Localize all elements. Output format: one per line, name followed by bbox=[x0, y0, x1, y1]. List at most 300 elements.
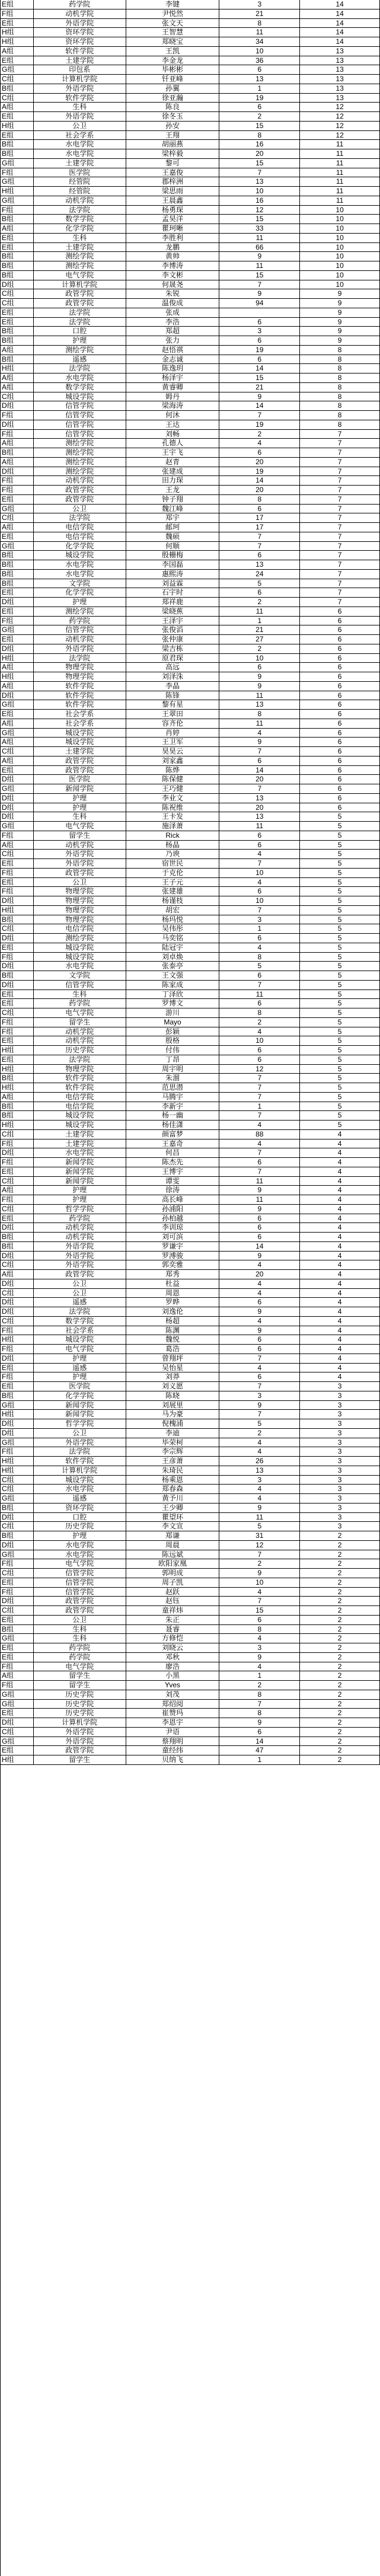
name-cell: 邮珂 bbox=[126, 523, 220, 532]
group-cell: D组 bbox=[1, 1541, 34, 1550]
count-cell: 14 bbox=[219, 766, 300, 775]
count-cell: 6 bbox=[219, 318, 300, 327]
college-cell: 数学学院 bbox=[34, 383, 126, 392]
name-cell: 葛浩 bbox=[126, 1345, 220, 1354]
value-cell: 10 bbox=[300, 261, 380, 270]
table-row bbox=[1, 289, 380, 299]
count-cell: 4 bbox=[219, 1494, 300, 1503]
college-cell: 法学院 bbox=[34, 318, 126, 327]
value-cell: 2 bbox=[300, 1746, 380, 1755]
college-cell: 护理 bbox=[34, 1195, 126, 1204]
college-cell: 护理 bbox=[34, 1354, 126, 1363]
table-row bbox=[1, 224, 380, 234]
value-cell: 9 bbox=[300, 336, 380, 345]
name-cell: 胡宏 bbox=[126, 906, 220, 915]
group-cell: F组 bbox=[1, 9, 34, 18]
group-cell: G组 bbox=[1, 1494, 34, 1503]
name-cell: 瞿望环 bbox=[126, 1513, 220, 1522]
name-cell: 陈杰先 bbox=[126, 1158, 220, 1167]
group-cell: G组 bbox=[1, 196, 34, 205]
table-row bbox=[1, 1083, 380, 1093]
name-cell: 何沐 bbox=[126, 411, 220, 420]
count-cell: 1 bbox=[219, 1755, 300, 1764]
count-cell: 6 bbox=[219, 448, 300, 457]
table-row bbox=[1, 747, 380, 756]
table-row bbox=[1, 812, 380, 822]
count-cell: 7 bbox=[219, 1083, 300, 1092]
count-cell: 7 bbox=[219, 1167, 300, 1176]
count-cell: 4 bbox=[219, 1279, 300, 1288]
group-cell: F组 bbox=[1, 953, 34, 962]
count-cell: 13 bbox=[219, 75, 300, 84]
group-cell: A组 bbox=[1, 439, 34, 448]
count-cell: 7 bbox=[219, 859, 300, 868]
value-cell: 3 bbox=[300, 1438, 380, 1447]
table-row bbox=[1, 261, 380, 271]
count-cell: 15 bbox=[219, 1606, 300, 1615]
college-cell: 物理学院 bbox=[34, 672, 126, 681]
count-cell: 4 bbox=[219, 1139, 300, 1148]
value-cell: 7 bbox=[300, 560, 380, 569]
college-cell: 电信学院 bbox=[34, 523, 126, 532]
name-cell: 李文宣 bbox=[126, 1522, 220, 1531]
group-cell: D组 bbox=[1, 1513, 34, 1522]
group-cell: F组 bbox=[1, 486, 34, 494]
college-cell: 医学院 bbox=[34, 775, 126, 784]
college-cell: 政管学院 bbox=[34, 869, 126, 877]
college-cell: 动机学院 bbox=[34, 1233, 126, 1241]
count-cell: 9 bbox=[219, 1718, 300, 1727]
table-row bbox=[1, 112, 380, 122]
value-cell: 10 bbox=[300, 252, 380, 261]
count-cell: 6 bbox=[219, 336, 300, 345]
table-row bbox=[1, 691, 380, 701]
count-cell: 6 bbox=[219, 355, 300, 364]
group-cell: E组 bbox=[1, 532, 34, 541]
count-cell: 10 bbox=[219, 1578, 300, 1587]
value-cell: 9 bbox=[300, 289, 380, 298]
name-cell: 王博宇 bbox=[126, 1167, 220, 1176]
value-cell: 7 bbox=[300, 486, 380, 494]
group-cell: E组 bbox=[1, 1746, 34, 1755]
group-cell: C组 bbox=[1, 1205, 34, 1214]
group-cell: E组 bbox=[1, 56, 34, 65]
table-row bbox=[1, 700, 380, 710]
count-cell: 88 bbox=[219, 1130, 300, 1139]
group-cell: F组 bbox=[1, 1158, 34, 1167]
value-cell: 4 bbox=[300, 1167, 380, 1176]
group-cell: B组 bbox=[1, 1233, 34, 1241]
name-cell: 孙柏越 bbox=[126, 1214, 220, 1223]
group-cell: A组 bbox=[1, 103, 34, 111]
name-cell: 姆丹 bbox=[126, 392, 220, 401]
name-cell: 施泽萧 bbox=[126, 822, 220, 831]
name-cell: 王宇飞 bbox=[126, 448, 220, 457]
group-cell: F组 bbox=[1, 430, 34, 439]
table-row bbox=[1, 346, 380, 355]
table-row bbox=[1, 1597, 380, 1606]
table-row bbox=[1, 1148, 380, 1158]
name-cell: 刘义愿 bbox=[126, 1382, 220, 1391]
name-cell: 周子凯 bbox=[126, 1578, 220, 1587]
value-cell: 8 bbox=[300, 355, 380, 364]
group-cell: A组 bbox=[1, 682, 34, 691]
name-cell: 肖婷 bbox=[126, 729, 220, 738]
college-cell: 计算机学院 bbox=[34, 1466, 126, 1475]
count-cell: 11 bbox=[219, 607, 300, 616]
count-cell: 7 bbox=[219, 411, 300, 420]
table-row bbox=[1, 598, 380, 607]
name-cell: 钎亚峰 bbox=[126, 75, 220, 84]
value-cell: 7 bbox=[300, 495, 380, 504]
count-cell: 6 bbox=[219, 1616, 300, 1624]
count-cell: 11 bbox=[219, 691, 300, 700]
table-row bbox=[1, 1046, 380, 1055]
college-cell: 信管学院 bbox=[34, 411, 126, 420]
value-cell: 7 bbox=[300, 439, 380, 448]
group-cell: B组 bbox=[1, 1504, 34, 1512]
group-cell: B组 bbox=[1, 570, 34, 579]
college-cell: 电信学院 bbox=[34, 1102, 126, 1111]
value-cell: 11 bbox=[300, 196, 380, 205]
group-cell: G组 bbox=[1, 1438, 34, 1447]
value-cell: 13 bbox=[300, 65, 380, 74]
count-cell: 4 bbox=[219, 1588, 300, 1597]
group-cell: C组 bbox=[1, 1485, 34, 1493]
count-cell: 4 bbox=[219, 1260, 300, 1269]
group-cell: C组 bbox=[1, 299, 34, 308]
count-cell: 13 bbox=[219, 812, 300, 821]
table-row bbox=[1, 1018, 380, 1027]
name-cell: 刘逸伦 bbox=[126, 1307, 220, 1316]
count-cell: 6 bbox=[219, 1055, 300, 1064]
name-cell: 黄予川 bbox=[126, 1494, 220, 1503]
college-cell: 信管学院 bbox=[34, 1569, 126, 1578]
value-cell: 5 bbox=[300, 869, 380, 877]
college-cell: 信管学院 bbox=[34, 981, 126, 989]
name-cell: 王彦萧 bbox=[126, 1457, 220, 1466]
count-cell: 27 bbox=[219, 635, 300, 644]
name-cell: 瞿珂晰 bbox=[126, 224, 220, 233]
count-cell: 11 bbox=[219, 261, 300, 270]
count-cell: 3 bbox=[219, 1476, 300, 1485]
name-cell: 钟子翔 bbox=[126, 495, 220, 504]
table-row bbox=[1, 822, 380, 831]
name-cell: 李宗辉 bbox=[126, 1447, 220, 1456]
college-cell: 生科 bbox=[34, 1634, 126, 1643]
count-cell: 4 bbox=[219, 439, 300, 448]
count-cell: 6 bbox=[219, 934, 300, 943]
college-cell: 公卫 bbox=[34, 122, 126, 130]
table-row bbox=[1, 729, 380, 738]
group-cell: B组 bbox=[1, 1074, 34, 1083]
table-row bbox=[1, 887, 380, 896]
group-cell: E组 bbox=[1, 588, 34, 597]
name-cell: 童祥炜 bbox=[126, 1606, 220, 1615]
count-cell: 5 bbox=[219, 1419, 300, 1428]
college-cell: 电气学院 bbox=[34, 1008, 126, 1017]
count-cell: 2 bbox=[219, 644, 300, 653]
table-row bbox=[1, 420, 380, 430]
name-cell: 昊昊云 bbox=[126, 747, 220, 756]
table-row bbox=[1, 617, 380, 626]
name-cell: 张文天 bbox=[126, 19, 220, 28]
group-cell: D组 bbox=[1, 1354, 34, 1363]
group-cell: G组 bbox=[1, 822, 34, 831]
name-cell: 黎有星 bbox=[126, 700, 220, 709]
count-cell: 9 bbox=[219, 1653, 300, 1662]
college-cell: 政管学院 bbox=[34, 495, 126, 504]
count-cell bbox=[219, 308, 300, 317]
group-cell: A组 bbox=[1, 346, 34, 355]
table-row bbox=[1, 439, 380, 448]
college-cell: 遥感 bbox=[34, 355, 126, 364]
college-cell: 历史学院 bbox=[34, 1709, 126, 1718]
college-cell: 政管学院 bbox=[34, 756, 126, 765]
college-cell: 生科 bbox=[34, 812, 126, 821]
name-cell: 杨泽宇 bbox=[126, 374, 220, 382]
value-cell: 9 bbox=[300, 299, 380, 308]
group-cell: F组 bbox=[1, 617, 34, 625]
name-cell: 王巧健 bbox=[126, 784, 220, 793]
count-cell: 17 bbox=[219, 523, 300, 532]
group-cell: F组 bbox=[1, 869, 34, 877]
name-cell: 廖浩 bbox=[126, 1662, 220, 1671]
college-cell: 政管学院 bbox=[34, 289, 126, 298]
college-cell: 资环学院 bbox=[34, 28, 126, 37]
value-cell: 2 bbox=[300, 1662, 380, 1671]
college-cell: 政管学院 bbox=[34, 766, 126, 775]
value-cell: 7 bbox=[300, 570, 380, 579]
table-row bbox=[1, 65, 380, 75]
name-cell: 徐涛 bbox=[126, 1186, 220, 1195]
table-row bbox=[1, 1690, 380, 1700]
table-row bbox=[1, 336, 380, 346]
group-cell: C组 bbox=[1, 1728, 34, 1737]
name-cell: 杨谨枝 bbox=[126, 896, 220, 905]
value-cell: 4 bbox=[300, 1270, 380, 1279]
college-cell: 留学生 bbox=[34, 1681, 126, 1690]
college-cell: 药学院 bbox=[34, 1653, 126, 1662]
group-cell: C组 bbox=[1, 1317, 34, 1326]
count-cell: 2 bbox=[219, 598, 300, 607]
group-cell: E组 bbox=[1, 0, 34, 9]
group-cell: B组 bbox=[1, 215, 34, 224]
group-cell: H组 bbox=[1, 1457, 34, 1466]
group-cell: F组 bbox=[1, 1662, 34, 1671]
name-cell: 李博涛 bbox=[126, 261, 220, 270]
table-row bbox=[1, 122, 380, 131]
table-row bbox=[1, 1354, 380, 1364]
table-row bbox=[1, 1111, 380, 1121]
value-cell: 4 bbox=[300, 1354, 380, 1363]
name-cell: 徐冬玉 bbox=[126, 112, 220, 121]
table-row bbox=[1, 28, 380, 37]
value-cell: 3 bbox=[300, 1457, 380, 1466]
count-cell: 24 bbox=[219, 570, 300, 579]
name-cell: 宿世民 bbox=[126, 859, 220, 868]
college-cell: 外语学院 bbox=[34, 644, 126, 653]
college-cell: 水电学院 bbox=[34, 149, 126, 158]
table-row bbox=[1, 467, 380, 477]
group-cell: H组 bbox=[1, 1410, 34, 1419]
college-cell: 动机学院 bbox=[34, 9, 126, 18]
count-cell: 7 bbox=[219, 280, 300, 289]
name-cell: 贝纳飞 bbox=[126, 1755, 220, 1764]
value-cell: 6 bbox=[300, 635, 380, 644]
college-cell: 水电学院 bbox=[34, 570, 126, 579]
table-row bbox=[1, 9, 380, 19]
group-cell: E组 bbox=[1, 635, 34, 644]
name-cell: 梁海涛 bbox=[126, 401, 220, 410]
college-cell: 电气学院 bbox=[34, 1662, 126, 1671]
value-cell: 6 bbox=[300, 700, 380, 709]
group-cell: C组 bbox=[1, 747, 34, 756]
value-cell: 7 bbox=[300, 513, 380, 522]
college-cell: 公卫 bbox=[34, 878, 126, 887]
table-row bbox=[1, 37, 380, 47]
group-cell: G组 bbox=[1, 65, 34, 74]
value-cell: 12 bbox=[300, 122, 380, 130]
group-cell: F组 bbox=[1, 1559, 34, 1568]
count-cell: 11 bbox=[219, 234, 300, 242]
value-cell: 4 bbox=[300, 1205, 380, 1214]
value-cell: 8 bbox=[300, 392, 380, 401]
table-row bbox=[1, 1233, 380, 1242]
group-cell: E组 bbox=[1, 859, 34, 868]
count-cell: 3 bbox=[219, 1391, 300, 1400]
value-cell: 5 bbox=[300, 1074, 380, 1083]
value-cell: 14 bbox=[300, 0, 380, 9]
college-cell: 城设学院 bbox=[34, 392, 126, 401]
name-cell: 彭颖 bbox=[126, 1027, 220, 1036]
group-cell: B组 bbox=[1, 1625, 34, 1634]
table-row bbox=[1, 513, 380, 523]
value-cell: 9 bbox=[300, 327, 380, 336]
group-cell: B组 bbox=[1, 551, 34, 560]
count-cell: 1 bbox=[219, 617, 300, 625]
value-cell: 3 bbox=[300, 1401, 380, 1410]
group-cell: B组 bbox=[1, 971, 34, 980]
group-cell: C组 bbox=[1, 1569, 34, 1578]
value-cell: 14 bbox=[300, 37, 380, 46]
group-cell: A组 bbox=[1, 47, 34, 56]
group-cell: F组 bbox=[1, 476, 34, 485]
count-cell: 16 bbox=[219, 140, 300, 149]
name-cell: 孟昊洋 bbox=[126, 215, 220, 224]
table-row bbox=[1, 1522, 380, 1531]
value-cell: 13 bbox=[300, 56, 380, 65]
group-cell: A组 bbox=[1, 663, 34, 672]
value-cell: 5 bbox=[300, 1055, 380, 1064]
group-cell: H组 bbox=[1, 1065, 34, 1074]
value-cell: 6 bbox=[300, 756, 380, 765]
table-row bbox=[1, 1588, 380, 1597]
name-cell: 田力琛 bbox=[126, 476, 220, 485]
college-cell: 文学院 bbox=[34, 971, 126, 980]
group-cell: G组 bbox=[1, 1700, 34, 1709]
college-cell: 水电学院 bbox=[34, 1550, 126, 1559]
value-cell: 5 bbox=[300, 1018, 380, 1027]
group-cell: A组 bbox=[1, 1671, 34, 1680]
value-cell: 5 bbox=[300, 850, 380, 858]
table-row bbox=[1, 1419, 380, 1429]
college-cell: 护理 bbox=[34, 1372, 126, 1381]
value-cell: 12 bbox=[300, 103, 380, 111]
college-cell: 留学生 bbox=[34, 1755, 126, 1764]
college-cell: 水电学院 bbox=[34, 560, 126, 569]
name-cell: 王智慧 bbox=[126, 28, 220, 37]
count-cell: 7 bbox=[219, 168, 300, 177]
group-cell: E组 bbox=[1, 1382, 34, 1391]
table-row bbox=[1, 1223, 380, 1233]
count-cell: 8 bbox=[219, 19, 300, 28]
table-row bbox=[1, 850, 380, 859]
group-cell: H组 bbox=[1, 1335, 34, 1344]
table-row bbox=[1, 1167, 380, 1177]
name-cell: 杨佳潇 bbox=[126, 1121, 220, 1129]
name-cell: 王泽宇 bbox=[126, 617, 220, 625]
college-cell: 护理 bbox=[34, 794, 126, 803]
value-cell: 13 bbox=[300, 84, 380, 93]
count-cell: 2 bbox=[219, 430, 300, 439]
table-row bbox=[1, 1121, 380, 1130]
table-row bbox=[1, 644, 380, 654]
table-row bbox=[1, 953, 380, 962]
table-row bbox=[1, 943, 380, 953]
college-cell: 法学院 bbox=[34, 654, 126, 663]
name-cell: 谭雯 bbox=[126, 1177, 220, 1186]
table-row bbox=[1, 1728, 380, 1737]
count-cell: 6 bbox=[219, 663, 300, 672]
value-cell: 2 bbox=[300, 1606, 380, 1615]
table-row bbox=[1, 280, 380, 290]
count-cell: 4 bbox=[219, 1317, 300, 1326]
college-cell: 外语学院 bbox=[34, 1260, 126, 1269]
value-cell: 5 bbox=[300, 1111, 380, 1120]
table-row bbox=[1, 1643, 380, 1653]
name-cell: 高长峰 bbox=[126, 1195, 220, 1204]
value-cell: 6 bbox=[300, 719, 380, 728]
table-row bbox=[1, 756, 380, 766]
value-cell: 5 bbox=[300, 1083, 380, 1092]
value-cell: 5 bbox=[300, 859, 380, 868]
table-row bbox=[1, 1102, 380, 1112]
college-cell: 新闻学院 bbox=[34, 784, 126, 793]
name-cell: 高远 bbox=[126, 663, 220, 672]
table-row bbox=[1, 1177, 380, 1186]
count-cell: 7 bbox=[219, 542, 300, 551]
college-cell: 物理学院 bbox=[34, 915, 126, 924]
value-cell: 6 bbox=[300, 794, 380, 803]
value-cell: 5 bbox=[300, 1008, 380, 1017]
value-cell: 6 bbox=[300, 644, 380, 653]
college-cell: 外语学院 bbox=[34, 1728, 126, 1737]
value-cell: 5 bbox=[300, 896, 380, 905]
count-cell: 6 bbox=[219, 831, 300, 840]
table-row bbox=[1, 981, 380, 990]
value-cell: 7 bbox=[300, 542, 380, 551]
table-row bbox=[1, 542, 380, 551]
table-row bbox=[1, 906, 380, 915]
count-cell: 20 bbox=[219, 486, 300, 494]
table-row bbox=[1, 374, 380, 383]
table-row bbox=[1, 1027, 380, 1037]
value-cell: 6 bbox=[300, 617, 380, 625]
group-cell: A组 bbox=[1, 523, 34, 532]
college-cell: 政管学院 bbox=[34, 1270, 126, 1279]
table-row bbox=[1, 355, 380, 365]
